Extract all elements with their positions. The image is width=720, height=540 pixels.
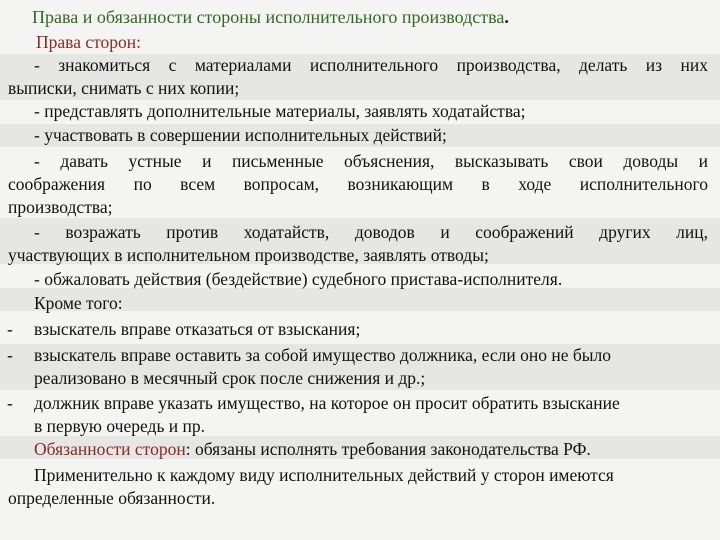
rights-item: - знакомиться с материалами исполнительного производства, делать из них <box>34 55 708 75</box>
rights-item: - обжаловать действия (бездействие) судебного пристава-исполнителя. <box>34 269 563 289</box>
rights-heading: Права сторон: <box>36 32 141 52</box>
closing-line-cont: определенные обязанности. <box>8 488 216 508</box>
duties-line <box>34 438 591 461</box>
rights-item: - представлять дополнительные материалы, заявлять ходатайства; <box>34 101 526 121</box>
closing-line: Применительно к каждому виду исполнительных действий у сторон имеются <box>34 465 614 485</box>
bullet-dash: - <box>7 319 13 339</box>
rights-item-cont: выписки, снимать с них копии; <box>8 78 240 98</box>
rights-item-cont: соображения по всем вопросам, возникающим в ходе исполнительного <box>8 174 708 194</box>
rights-item: - давать устные и письменные объяснения, высказывать свои доводы и <box>34 151 708 171</box>
bullet-item: взыскатель вправе отказаться от взыскания; <box>34 319 361 339</box>
besides-label: Кроме того: <box>34 293 123 313</box>
duties-text: : обязаны исполнять требования законодательства РФ. <box>185 439 591 459</box>
duties-heading: Обязанности сторон <box>34 439 186 459</box>
bullet-dash: - <box>7 393 13 413</box>
page-title: Права и обязанности стороны исполнительного производства. <box>32 7 509 27</box>
bullet-dash: - <box>7 345 13 365</box>
rights-item: - возражать против ходатайств, доводов и соображений других лиц, <box>34 222 708 242</box>
bullet-item: должник вправе указать имущество, на которое он просит обратить взыскание <box>34 393 620 413</box>
rights-item-cont: производства; <box>8 197 113 217</box>
rights-item: - участвовать в совершении исполнительных действий; <box>34 125 447 145</box>
rights-item-cont: участвующих в исполнительном производстве, заявлять отводы; <box>8 245 489 265</box>
bullet-item-cont: реализовано в месячный срок после снижения и др.; <box>34 368 426 388</box>
bullet-item-cont: в первую очередь и пр. <box>34 416 206 436</box>
bullet-item: взыскатель вправе оставить за собой имущество должника, если оно не было <box>34 345 612 365</box>
